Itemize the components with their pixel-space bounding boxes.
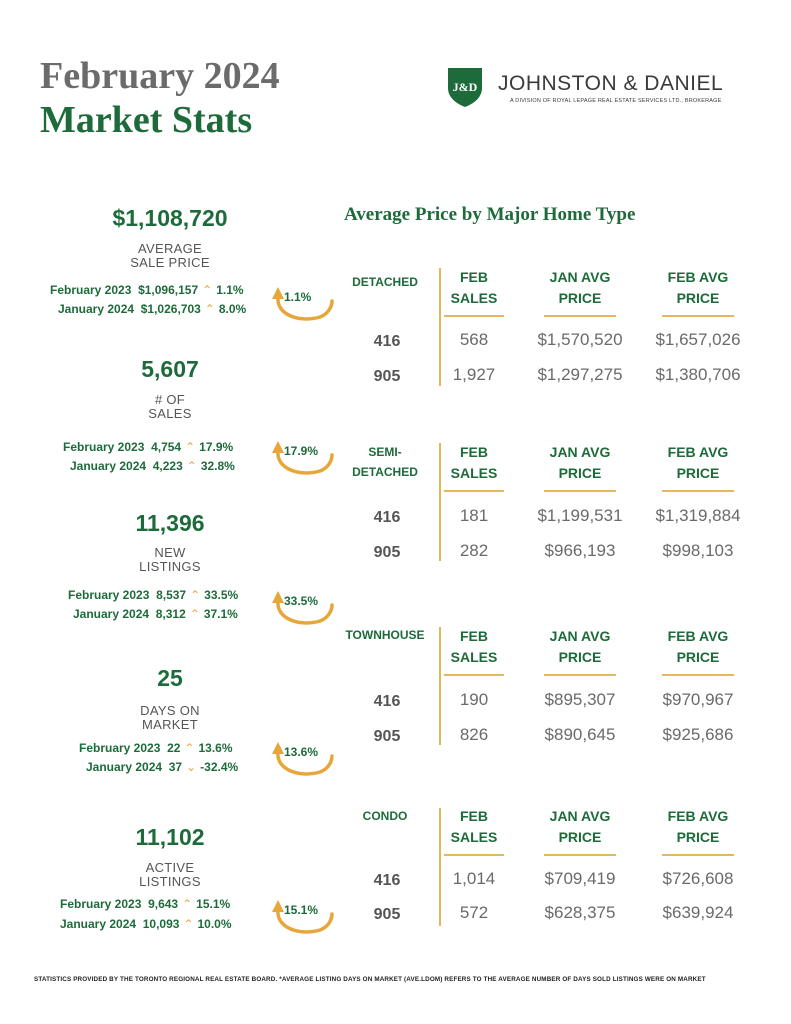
column-underline: [444, 490, 504, 492]
comparison-value: 4,223: [152, 459, 183, 473]
column-underline: [544, 674, 616, 676]
stat-value: 11,102: [135, 824, 205, 850]
column-header-line: JAN AVG: [549, 444, 611, 460]
column-header-line: SALES: [450, 290, 498, 306]
cell-jan-avg-price: $628,375: [544, 903, 616, 922]
column-underline: [544, 854, 616, 856]
cell-feb-sales: 826: [459, 725, 489, 744]
comparison-value: $1,096,157: [138, 283, 199, 297]
comparison-percent: 1.1%: [216, 283, 244, 297]
page-title: Market Stats: [40, 99, 253, 141]
cell-feb-avg-price: $970,967: [662, 690, 734, 709]
cell-jan-avg-price: $890,645: [544, 725, 616, 744]
stat-label-line: # OF: [154, 392, 186, 407]
region-label: 416: [373, 333, 401, 350]
comparison-period: January 2024: [70, 459, 147, 473]
cell-feb-sales: 1,014: [452, 869, 496, 888]
comparison-prior-month: [86, 760, 238, 774]
comparison-value: $1,026,703: [140, 302, 201, 316]
region-label: 905: [373, 368, 401, 385]
comparison-value: 4,754: [151, 440, 182, 454]
stat-label-line: ACTIVE: [145, 860, 195, 875]
column-header-line: PRICE: [558, 465, 602, 481]
cell-jan-avg-price: $966,193: [544, 541, 616, 560]
comparison-prior-year: [63, 440, 233, 454]
column-header-line: FEB AVG: [667, 628, 729, 644]
region-label: 416: [373, 872, 401, 889]
comparison-period: February 2023: [60, 897, 142, 911]
cell-feb-avg-price: $1,319,884: [655, 506, 741, 525]
change-badge: [270, 435, 334, 479]
column-header-jan-avg: [530, 626, 630, 668]
chevron-up-icon: ⌃: [190, 588, 201, 602]
brand-name: JOHNSTON & DANIEL: [498, 72, 724, 95]
cell-feb-avg-price: $925,686: [662, 725, 734, 744]
comparison-prior-year: [68, 588, 238, 602]
chevron-up-icon: ⌃: [189, 607, 200, 621]
stat-value: $1,108,720: [112, 205, 228, 231]
column-header-line: SALES: [450, 649, 498, 665]
column-divider: [439, 627, 441, 745]
cell-feb-sales: 1,927: [452, 365, 496, 384]
column-header-feb-sales: [444, 626, 504, 668]
column-divider: [439, 443, 441, 561]
chevron-up-icon: ⌃: [185, 440, 196, 454]
stat-label-line: LISTINGS: [139, 559, 201, 574]
comparison-percent: 37.1%: [203, 607, 238, 621]
home-type-line: CONDO: [362, 809, 408, 823]
column-header-line: PRICE: [558, 649, 602, 665]
comparison-period: January 2024: [73, 607, 150, 621]
home-type-label: [340, 442, 430, 482]
comparison-percent: 13.6%: [198, 741, 233, 755]
comparison-prior-month: [73, 607, 238, 621]
stat-label-line: DAYS ON: [140, 703, 200, 718]
column-header-feb-avg: [648, 442, 748, 484]
comparison-prior-month: [60, 917, 232, 931]
column-header-line: PRICE: [676, 829, 720, 845]
column-header-line: JAN AVG: [549, 628, 611, 644]
comparison-period: February 2023: [79, 741, 161, 755]
cell-feb-sales: 190: [459, 690, 489, 709]
column-header-line: PRICE: [676, 465, 720, 481]
change-badge: [270, 894, 334, 938]
comparison-prior-year: [79, 741, 233, 755]
column-header-line: SALES: [450, 465, 498, 481]
footer-note: STATISTICS PROVIDED BY THE TORONTO REGIONAL REAL ESTATE BOARD. *AVERAGE LISTING DAYS ON MARKET (AVE.LDOM) REFERS TO THE AVERAGE NUMBER OF DAYS SOLD LISTINGS WERE ON MARKET: [34, 976, 706, 983]
cell-feb-avg-price: $1,380,706: [655, 365, 741, 384]
stat-label-line: NEW: [154, 545, 186, 560]
comparison-value: 8,312: [155, 607, 186, 621]
comparison-period: January 2024: [58, 302, 135, 316]
cell-jan-avg-price: $709,419: [544, 869, 616, 888]
home-type-line: DETACHED: [352, 465, 418, 479]
column-header-feb-avg: [648, 806, 748, 848]
column-header-line: FEB: [460, 628, 488, 644]
chevron-up-icon: ⌃: [182, 897, 193, 911]
column-divider: [439, 808, 441, 926]
column-underline: [444, 315, 504, 317]
change-badge-value: 13.6%: [284, 745, 319, 759]
home-type-label: [340, 272, 430, 292]
change-badge-value: 17.9%: [284, 444, 319, 458]
column-header-line: PRICE: [676, 649, 720, 665]
chevron-up-icon: ⌃: [184, 741, 195, 755]
column-header-line: FEB AVG: [667, 269, 729, 285]
column-header-line: PRICE: [558, 290, 602, 306]
column-underline: [544, 490, 616, 492]
region-label: 905: [373, 544, 401, 561]
chevron-up-icon: ⌃: [183, 917, 194, 931]
comparison-prior-year: [60, 897, 230, 911]
cell-feb-avg-price: $639,924: [662, 903, 734, 922]
cell-feb-sales: 181: [459, 506, 489, 525]
region-label: 416: [373, 693, 401, 710]
cell-feb-sales: 568: [459, 330, 489, 349]
stat-label: [20, 704, 320, 732]
column-header-line: FEB: [460, 269, 488, 285]
comparison-percent: 33.5%: [204, 588, 239, 602]
section-heading: Average Price by Major Home Type: [344, 204, 636, 225]
region-label: 905: [373, 906, 401, 923]
comparison-percent: -32.4%: [200, 760, 239, 774]
column-header-feb-sales: [444, 806, 504, 848]
home-type-line: DETACHED: [352, 275, 418, 289]
comparison-value: 8,537: [156, 588, 187, 602]
change-badge-value: 15.1%: [284, 903, 319, 917]
comparison-period: February 2023: [68, 588, 150, 602]
stat-value: 25: [157, 665, 183, 691]
stat-label-line: SALE PRICE: [130, 255, 210, 270]
comparison-period: January 2024: [60, 917, 137, 931]
cell-jan-avg-price: $895,307: [544, 690, 616, 709]
column-header-line: FEB AVG: [667, 808, 729, 824]
chevron-up-icon: ⌃: [204, 302, 215, 316]
stat-label-line: AVERAGE: [138, 241, 202, 256]
comparison-percent: 17.9%: [199, 440, 234, 454]
column-header-line: FEB: [460, 808, 488, 824]
cell-feb-avg-price: $726,608: [662, 869, 734, 888]
column-header-feb-avg: [648, 267, 748, 309]
comparison-percent: 10.0%: [197, 917, 232, 931]
stat-label-line: MARKET: [142, 717, 198, 732]
cell-feb-avg-price: $998,103: [662, 541, 734, 560]
column-header-feb-sales: [444, 442, 504, 484]
column-header-line: SALES: [450, 829, 498, 845]
column-header-feb-sales: [444, 267, 504, 309]
comparison-period: February 2023: [50, 283, 132, 297]
comparison-period: January 2024: [86, 760, 163, 774]
comparison-percent: 8.0%: [218, 302, 247, 316]
column-underline: [662, 490, 734, 492]
stat-label-line: LISTINGS: [139, 874, 201, 889]
stat-label: [20, 393, 320, 421]
comparison-period: February 2023: [63, 440, 145, 454]
comparison-prior-year: [50, 283, 244, 297]
cell-feb-avg-price: $1,657,026: [655, 330, 741, 349]
column-header-line: FEB: [460, 444, 488, 460]
column-underline: [662, 674, 734, 676]
column-header-line: FEB AVG: [667, 444, 729, 460]
stat-value: 5,607: [141, 356, 199, 382]
comparison-value: 9,643: [148, 897, 179, 911]
column-underline: [444, 674, 504, 676]
change-badge: [270, 585, 334, 629]
region-label: 905: [373, 728, 401, 745]
stat-value: 11,396: [135, 510, 205, 536]
comparison-prior-month: [58, 302, 246, 316]
column-header-line: PRICE: [558, 829, 602, 845]
comparison-percent: 32.8%: [200, 459, 235, 473]
column-header-feb-avg: [648, 626, 748, 668]
home-type-line: TOWNHOUSE: [345, 628, 425, 642]
change-badge-value: 33.5%: [284, 594, 319, 608]
column-header-line: JAN AVG: [549, 808, 611, 824]
comparison-value: 22: [167, 741, 181, 755]
home-type-line: SEMI-: [368, 445, 402, 459]
chevron-down-icon: ⌄: [186, 760, 197, 774]
page-title-month: February 2024: [40, 55, 280, 97]
stat-label: [20, 546, 320, 574]
comparison-percent: 15.1%: [196, 897, 231, 911]
column-underline: [444, 854, 504, 856]
change-badge: [270, 281, 334, 325]
stat-label: [20, 242, 320, 270]
chevron-up-icon: ⌃: [186, 459, 197, 473]
comparison-value: 37: [168, 760, 183, 774]
column-header-jan-avg: [530, 806, 630, 848]
stat-label: [20, 861, 320, 889]
column-underline: [662, 315, 734, 317]
home-type-label: [340, 806, 430, 826]
change-badge-value: 1.1%: [284, 290, 312, 304]
shield-logo-icon: [446, 66, 484, 108]
cell-feb-sales: 282: [459, 541, 489, 560]
column-header-line: JAN AVG: [549, 269, 611, 285]
cell-jan-avg-price: $1,570,520: [537, 330, 623, 349]
cell-jan-avg-price: $1,297,275: [537, 365, 623, 384]
home-type-label: [340, 625, 430, 645]
chevron-up-icon: ⌃: [202, 283, 213, 297]
comparison-value: 10,093: [142, 917, 180, 931]
column-header-jan-avg: [530, 442, 630, 484]
column-divider: [439, 268, 441, 386]
brand-subtitle: A DIVISION OF ROYAL LEPAGE REAL ESTATE SERVICES LTD., BROKERAGE: [510, 98, 722, 104]
change-badge: [270, 736, 334, 780]
cell-jan-avg-price: $1,199,531: [537, 506, 623, 525]
cell-feb-sales: 572: [459, 903, 489, 922]
stat-label-line: SALES: [148, 406, 192, 421]
region-label: 416: [373, 509, 401, 526]
column-header-line: PRICE: [676, 290, 720, 306]
logo-text: J&D: [452, 80, 478, 94]
comparison-prior-month: [70, 459, 235, 473]
column-underline: [544, 315, 616, 317]
column-underline: [662, 854, 734, 856]
column-header-jan-avg: [530, 267, 630, 309]
